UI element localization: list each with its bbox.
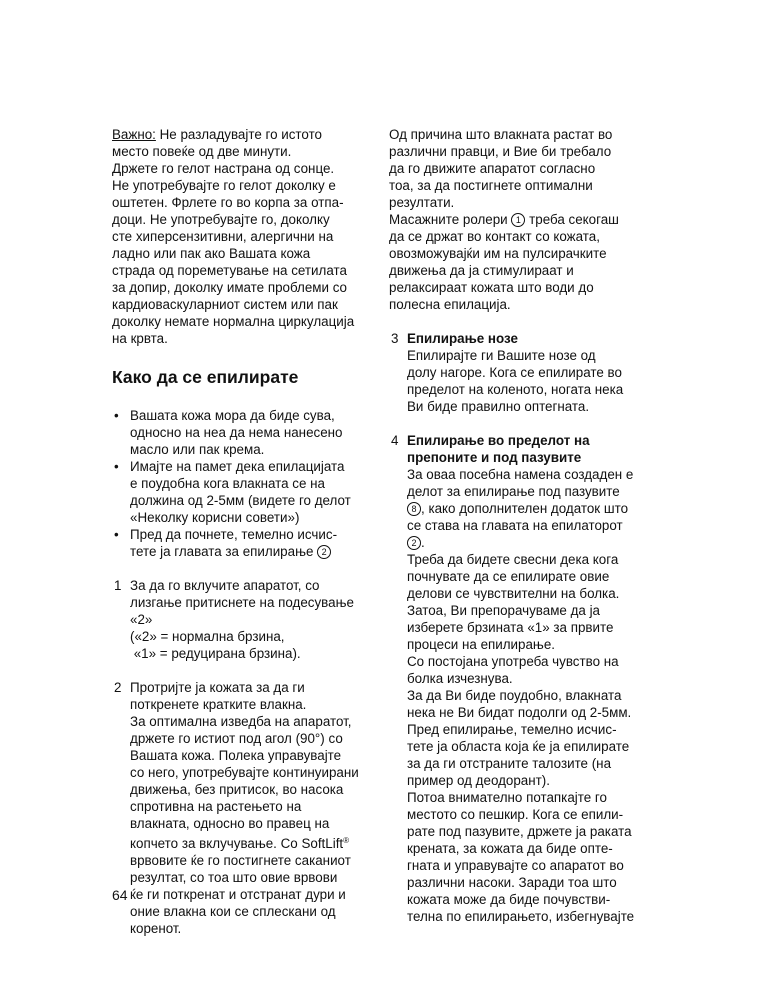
text-line: Важно: Не разладувајте го истото [112, 127, 323, 142]
direction-paragraph: Од причина што влакната растат во различни правци, и Вие би требало да го движите апаратот согласно тоа, за да постигнете оптимални резултати. Масажните ролери 1 треба секогаш да се држат во контакт со кожата, овозможувајќи им на пулсирачките движења да ја стимулираат и релаксираат кожата што води до полесна епилација. [389, 127, 619, 312]
text-line: место повеќе од две минути. [112, 144, 292, 159]
text-line: Држете го гелот настрана од сонце. [112, 161, 335, 176]
text-line: кардиоваскуларниот систем или пак [112, 297, 338, 312]
step-title: препоните и под пазувите [407, 450, 582, 465]
bullet-marker: • [114, 459, 119, 474]
section-heading: Како да се епилирате [112, 367, 299, 387]
text-line: ладно или пак ако Вашата кожа [112, 246, 311, 261]
step-number: 3 [391, 331, 399, 346]
list-item: • Пред да почнете, темелно исчис- тете ја главата за епилирање 2 [114, 527, 338, 559]
step-title: Епилирање во пределот на [407, 433, 590, 448]
text-line: Не употребувајте го гелот доколку е [112, 178, 336, 193]
step-number: 1 [114, 578, 122, 593]
warning-label: Важно: [112, 127, 156, 142]
text-line: доколку немате нормална циркулација [112, 314, 355, 329]
right-column [389, 126, 651, 925]
bullet-list [112, 407, 374, 560]
part-reference-2: 2 [317, 545, 331, 559]
text-line: на крвта. [112, 331, 168, 346]
step-number: 2 [114, 680, 122, 695]
part-reference-1: 1 [511, 213, 525, 227]
list-item: • Имајте на памет дека епилацијата е поудобна кога влакната се на должина од 2-5мм (видете го делот «Неколку корисни совети») [114, 459, 351, 525]
text-line: за допир, доколку имате проблеми со [112, 280, 348, 295]
step-1: 1 За да го вклучите апаратот, со лизгање притиснете на подесување «2» («2» = нормална брзина, «1» = редуцирана брзина). [114, 578, 354, 661]
part-reference-2: 2 [407, 536, 421, 550]
step-number: 4 [391, 433, 399, 448]
text-line: сте хиперсензитивни, алергични на [112, 229, 334, 244]
bullet-marker: • [114, 408, 119, 423]
text-line: доци. Не употребувајте го, доколку [112, 212, 330, 227]
text-line: оштетен. Фрлете го во корпа за отпа- [112, 195, 344, 210]
bullet-marker: • [114, 527, 119, 542]
text-line: страда од пореметување на сетилата [112, 263, 347, 278]
step-2: 2 Протријте ја кожата за да ги поткренете кратките влакна. За оптимална изведба на апаратот, држете го истиот под агол (90°) со Вашата кожа. Полека управувајте со него, употребувајте континуирани движења, без притисок, во насока спротивна на растењето на влакната, односно во правец на копчето за вклучување. Со SoftLift® врвовите ќе го постигнете саканиот резултат, со тоа што овие врвови ќе ги поткренат и отстранат дури и оние влакна кои се сплескани од коренот. [114, 680, 359, 936]
part-reference-8: 8 [407, 502, 421, 516]
warning-paragraph [112, 126, 374, 347]
left-column [112, 126, 374, 937]
step-4: 4 Епилирање во пределот на препоните и под пазувите За оваа посебна намена создаден е делот за епилирање под пазувите 8 , како дополнителен додаток што се става на главата на епилаторот 2 . Треба да бидете свесни дека кога почнувате да се епилирате овие делови се чувствителни на болка. Затоа, Ви препорачуваме да ја изберете брзината «1» за првите процеси на епилирање. Со постојана употреба чувство на болка изчезнува. За да Ви биде поудобно, влакната нека не Ви бидат подолги од 2-5мм. Пред епилирање, темелно исчис- тете ја областа која ќе ја епилирате за да ги отстраните талозите (на пример од деодорант). Потоа внимателно потапкајте го местото со пешкир. Кога се епили- рате под пазувите, држете ја раката крената, за кожата да биде опте- гната и управувајте со апаратот во различни насоки. Заради тоа што кожата може да биде почувстви- телна по епилирањето, избегнувајте [389, 432, 651, 925]
step-title: Епилирање нозе [407, 331, 518, 346]
page-number: 64 [112, 887, 128, 903]
registered-mark: ® [343, 836, 350, 845]
step-3: 3 Епилирање нозе Епилирајте ги Вашите нозе од долу нагоре. Кога се епилирате во пределот на коленото, ногата нека Ви биде правилно оптегната. [389, 330, 651, 415]
list-item: • Вашата кожа мора да биде сува, односно на неа да нема нанесено масло или пак крема. [114, 408, 343, 457]
